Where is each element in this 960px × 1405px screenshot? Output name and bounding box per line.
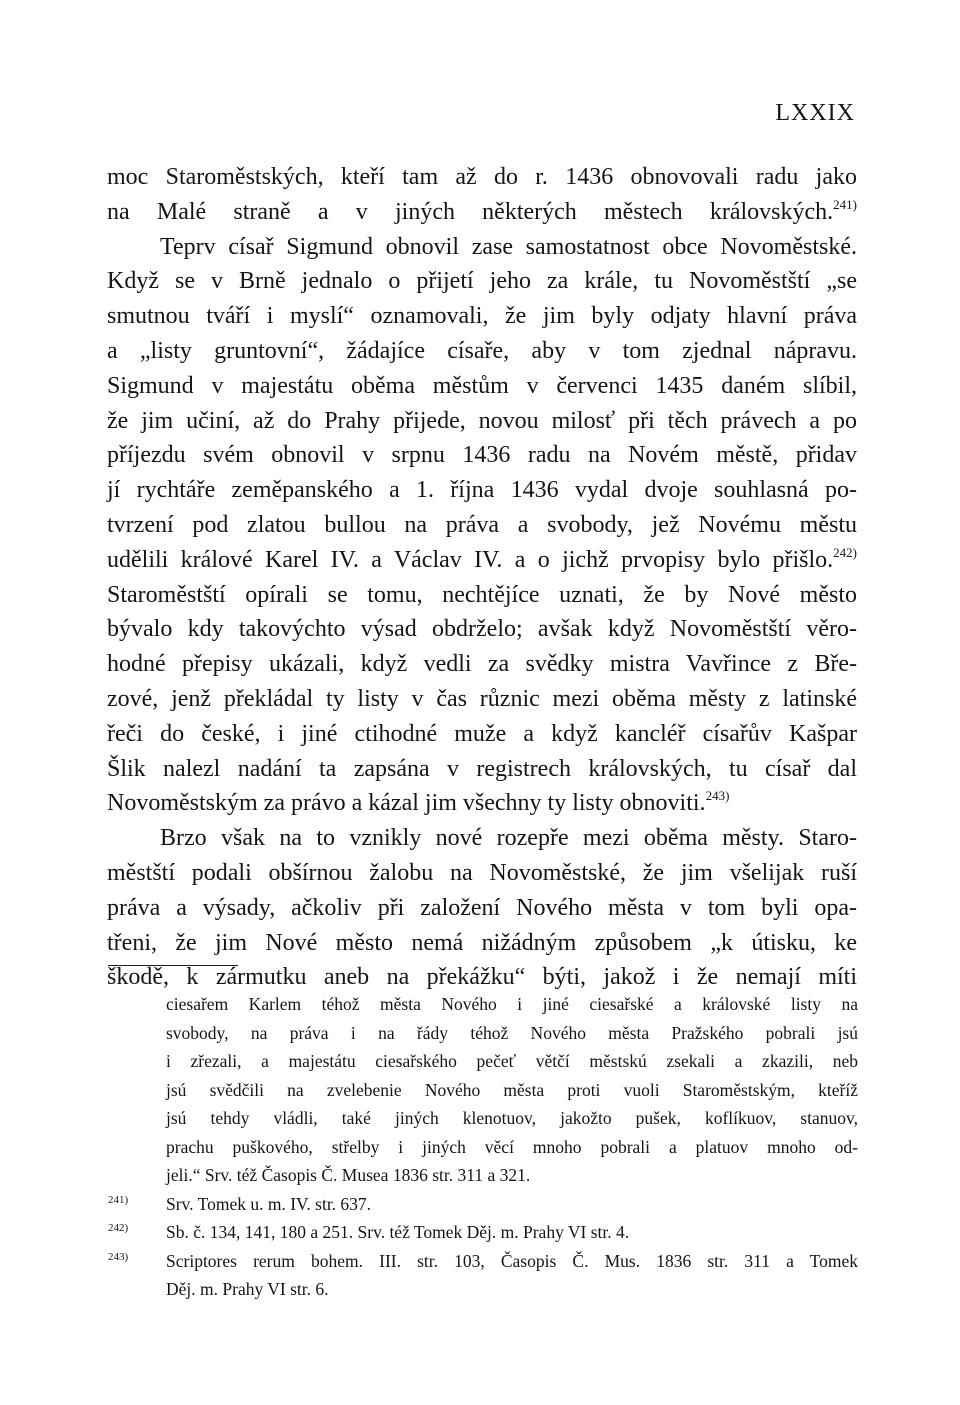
text-line — [107, 752, 857, 787]
footnote-line — [108, 1275, 858, 1304]
text-line — [107, 891, 857, 926]
footnote-number: 243) — [108, 1250, 129, 1263]
text-line — [107, 786, 857, 821]
text-line — [107, 612, 857, 647]
main-text — [107, 160, 857, 995]
text-line-content: třeni, že jim Nové město nemá nižádným způsobem „k útisku, ke — [107, 929, 857, 956]
footnote-text: Sb. č. 134, 141, 180 a 251. Srv. též Tomek Děj. m. Prahy VI str. 4. — [166, 1222, 630, 1242]
text-line — [107, 195, 857, 230]
text-line — [107, 404, 857, 439]
text-line — [107, 578, 857, 613]
text-line-content: na Malé straně a v jiných některých městech královských. — [107, 198, 834, 225]
footnote-reference: 243) — [705, 788, 730, 804]
text-line-content: moc Staroměstských, kteří tam až do r. 1436 obnovovali radu jako — [107, 164, 857, 190]
footnote-continuation-line: i zřezali, a majestátu ciesařského pečeť větčí městskú zsekali a zkazili, neb — [166, 1051, 858, 1071]
text-line-content: Staroměstští opírali se tomu, nechtějíce uznati, že by Nové město — [107, 581, 857, 608]
text-line — [107, 369, 857, 404]
text-line — [107, 299, 857, 334]
text-line — [107, 821, 857, 856]
text-line-content: Šlik nalezl nadání ta zapsána v registrech královských, tu císař dal — [107, 755, 857, 782]
footnote-reference: 241) — [833, 196, 857, 212]
footnote-text: Srv. Tomek u. m. IV. str. 637. — [166, 1193, 372, 1214]
text-line-content: příjezdu svém obnovil v srpnu 1436 radu na Novém městě, přidav — [107, 442, 857, 469]
text-line-content: bývalo kdy takovýchto výsad obdrželo; avšak když Novoměstští věro- — [107, 616, 857, 643]
text-line-content: že jim učiní, až do Prahy přijede, novou milosť při těch právech a po — [107, 407, 857, 434]
footnote-reference: 242) — [833, 544, 857, 560]
text-line — [107, 438, 857, 473]
footnote-continuation-line: ciesařem Karlem téhož města Nového i jiné ciesařské a královské listy na — [166, 994, 858, 1014]
footnote-line — [108, 1218, 858, 1247]
footnote-mark — [108, 1190, 166, 1219]
text-line — [107, 647, 857, 682]
text-line — [107, 230, 857, 265]
text-line — [107, 543, 857, 578]
text-line-content: práva a výsady, ačkoliv při založení Nového města v tom byli opa- — [107, 894, 857, 921]
text-line-content: zové, jenž překládal ty listy v čas různic mezi oběma městy z latinské — [107, 685, 857, 712]
text-line-content: tvrzení pod zlatou bullou na práva a svobody, jež Novému městu — [107, 511, 857, 538]
footnote-line — [108, 1247, 858, 1276]
text-line — [107, 508, 857, 543]
footnote-continuation-line: jsú svědčili na zvelebenie Nového města proti vuoli Staroměstským, kteříž — [166, 1079, 858, 1100]
text-line-content: městští podali obšírnou žalobu na Novoměstské, že jim všelijak ruší — [107, 859, 857, 886]
text-line — [107, 473, 857, 508]
text-line-content: udělili králové Karel IV. a Václav IV. a o jichž prvopisy bylo přišlo. — [107, 546, 834, 573]
text-line-content: a „listy gruntovní“, žádajíce císaře, aby v tom zjednal nápravu. — [107, 337, 857, 364]
text-line — [107, 856, 857, 891]
footnote-continuation-line: jsú tehdy vládli, také jiných klenotuov, jakožto pušek, koflíkuov, stanuov, — [166, 1108, 858, 1128]
text-line — [107, 717, 857, 752]
footnote-continuation-line: prachu puškového, střelby i jiných věcí mnoho pobrali a platuov mnoho od- — [166, 1136, 858, 1157]
footnote-line — [108, 1190, 858, 1219]
footnote-continuation-line: svobody, na práva i na řády téhož Nového města Pražského pobrali jsú — [166, 1022, 858, 1043]
footnote-number: 241) — [108, 1193, 129, 1206]
footnote-text: Scriptores rerum bohem. III. str. 103, Časopis Č. Mus. 1836 str. 311 a Tomek — [166, 1250, 858, 1271]
footnotes — [108, 990, 858, 1304]
text-line — [107, 926, 857, 961]
text-line-content: Když se v Brně jednalo o přijetí jeho za krále, tu Novoměstští „se — [107, 268, 857, 295]
footnote-text: Děj. m. Prahy VI str. 6. — [166, 1279, 329, 1299]
text-line-content: škodě, k zármutku aneb na překážku“ býti, jakož i že nemají míti — [107, 964, 857, 991]
text-line-content: Sigmund v majestátu oběma městům v červenci 1435 daném slíbil, — [107, 372, 857, 399]
text-line-content: Teprv císař Sigmund obnovil zase samostatnost obce Novoměstské. — [160, 233, 857, 260]
text-line — [107, 682, 857, 717]
text-line-content: jí rychtáře zeměpanského a 1. října 1436 vydal dvoje souhlasná po- — [107, 477, 857, 504]
footnote-mark — [108, 1218, 166, 1247]
text-line-content: Novoměstským za právo a kázal jim všechny ty listy obnoviti. — [107, 790, 706, 817]
footnote-continuation-line: jeli.“ Srv. též Časopis Č. Musea 1836 str. 311 a 321. — [166, 1165, 531, 1185]
text-line — [107, 160, 857, 195]
text-line-content: hodné přepisy ukázali, když vedli za svědky mistra Vavřince z Bře- — [107, 651, 857, 678]
footnote-mark — [108, 1247, 166, 1276]
page-number: LXXIX — [775, 100, 855, 126]
text-line — [107, 334, 857, 369]
text-line-content: řeči do české, i jiné ctihodné muže a když kancléř císařův Kašpar — [107, 720, 857, 747]
text-line-content: smutnou tváří i myslí“ oznamovali, že jim byly odjaty hlavní práva — [107, 303, 857, 330]
text-line-content: Brzo však na to vznikly nové rozepře mezi oběma městy. Staro- — [160, 825, 857, 852]
footnote-separator — [108, 965, 238, 966]
text-line — [107, 264, 857, 299]
footnote-number: 242) — [108, 1222, 129, 1234]
